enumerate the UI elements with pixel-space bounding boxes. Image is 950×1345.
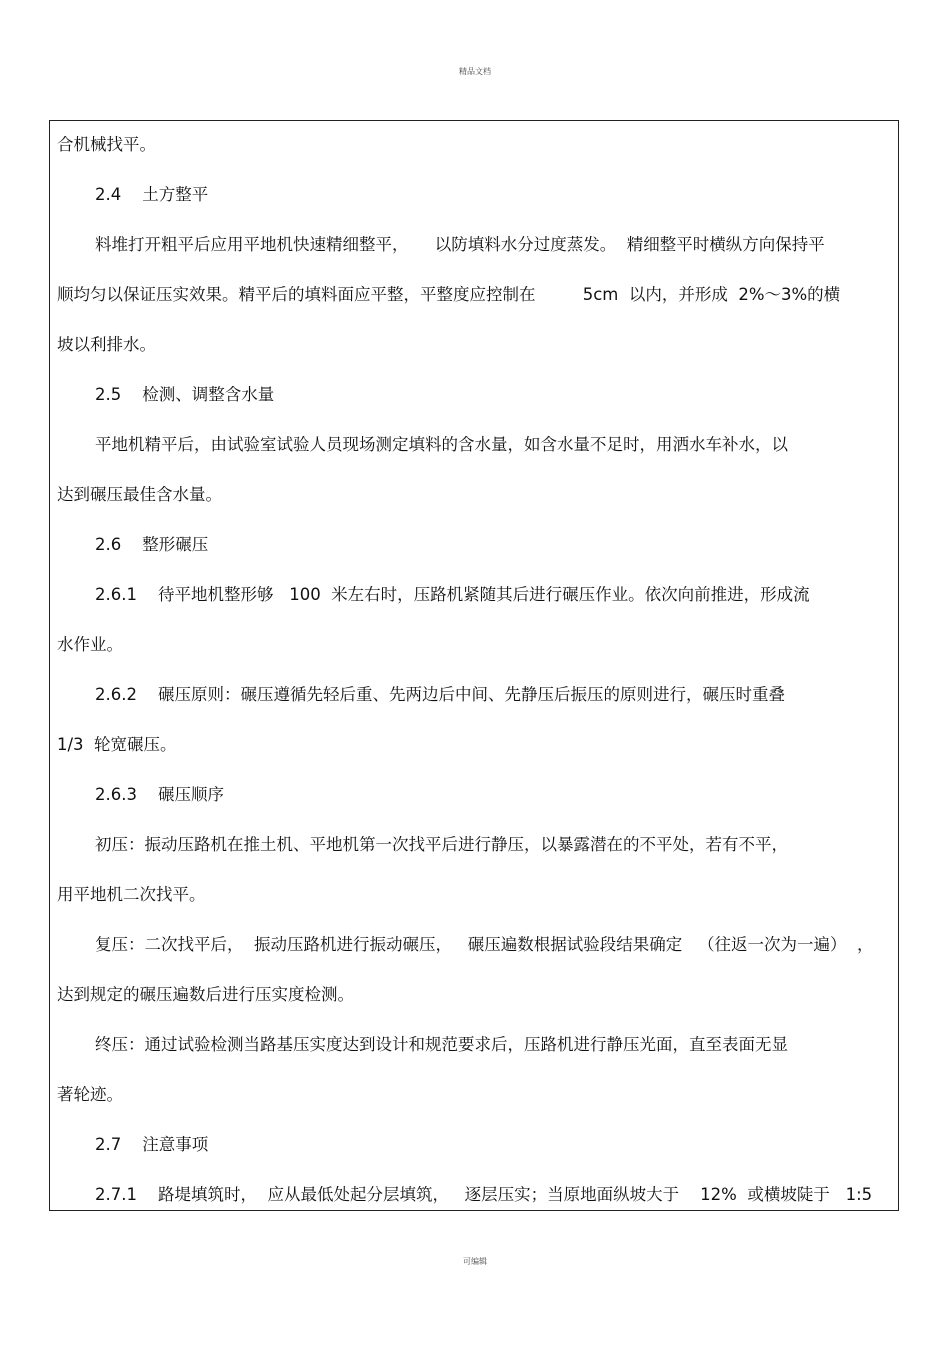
text-line [50, 933, 898, 957]
text-line [50, 483, 898, 507]
text-line [50, 233, 898, 257]
text-line [50, 1183, 898, 1207]
line-text: 坡以利排水。 [57, 335, 156, 354]
page-footer: 可编辑 [463, 1257, 487, 1266]
line-text: 达到碾压最佳含水量。 [57, 485, 222, 504]
line-text: 2.6.1 待平地机整形够 100 米左右时，压路机紧随其后进行碾压作业。依次向前推进，形成流 [95, 585, 810, 604]
text-line [50, 583, 898, 607]
line-text: 2.6.3 碾压顺序 [95, 785, 224, 804]
line-text: 顺均匀以保证压实效果。精平后的填料面应平整，平整度应控制在 5cm 以内，并形成 2%～3%的横 [57, 285, 841, 304]
line-text: 1/3 轮宽碾压。 [57, 735, 177, 754]
line-text: 终压：通过试验检测当路基压实度达到设计和规范要求后，压路机进行静压光面，直至表面无显 [95, 1035, 788, 1054]
line-text: 水作业。 [57, 635, 123, 654]
line-text: 2.4 土方整平 [95, 185, 209, 204]
line-text: 用平地机二次找平。 [57, 885, 206, 904]
line-text: 达到规定的碾压遍数后进行压实度检测。 [57, 985, 354, 1004]
line-text: 著轮迹。 [57, 1085, 123, 1104]
line-text: 2.7 注意事项 [95, 1135, 209, 1154]
text-line [50, 683, 898, 707]
line-text: 平地机精平后，由试验室试验人员现场测定填料的含水量，如含水量不足时，用洒水车补水，以 [95, 435, 788, 454]
text-line [50, 883, 898, 907]
text-line [50, 1083, 898, 1107]
line-text: 2.5 检测、调整含水量 [95, 385, 275, 404]
line-text: 料堆打开粗平后应用平地机快速精细整平， 以防填料水分过度蒸发。 精细整平时横纵方向保持平 [95, 235, 825, 254]
section-heading [50, 533, 898, 557]
content-frame [49, 120, 899, 1211]
section-heading [50, 1133, 898, 1157]
text-line [50, 283, 898, 307]
text-line [50, 733, 898, 757]
section-heading [50, 383, 898, 407]
section-heading [50, 183, 898, 207]
line-text: 2.6 整形碾压 [95, 535, 209, 554]
line-text: 2.6.2 碾压原则：碾压遵循先轻后重、先两边后中间、先静压后振压的原则进行，碾压时重叠 [95, 685, 785, 704]
line-text: 2.7.1 路堤填筑时， 应从最低处起分层填筑， 逐层压实；当原地面纵坡大于 12% 或横坡陡于 1:5 [95, 1185, 873, 1204]
page-header: 精品文档 [459, 67, 491, 76]
text-line [50, 333, 898, 357]
text-line [50, 833, 898, 857]
text-line [50, 133, 898, 157]
text-line [50, 1033, 898, 1057]
section-heading [50, 783, 898, 807]
text-line [50, 983, 898, 1007]
text-line [50, 433, 898, 457]
line-text: 合机械找平。 [57, 135, 156, 154]
line-text: 初压：振动压路机在推土机、平地机第一次找平后进行静压，以暴露潜在的不平处，若有不平， [95, 835, 788, 854]
text-line [50, 633, 898, 657]
line-text: 复压：二次找平后， 振动压路机进行振动碾压， 碾压遍数根据试验段结果确定 （往返一次为一遍） ， [95, 935, 874, 954]
